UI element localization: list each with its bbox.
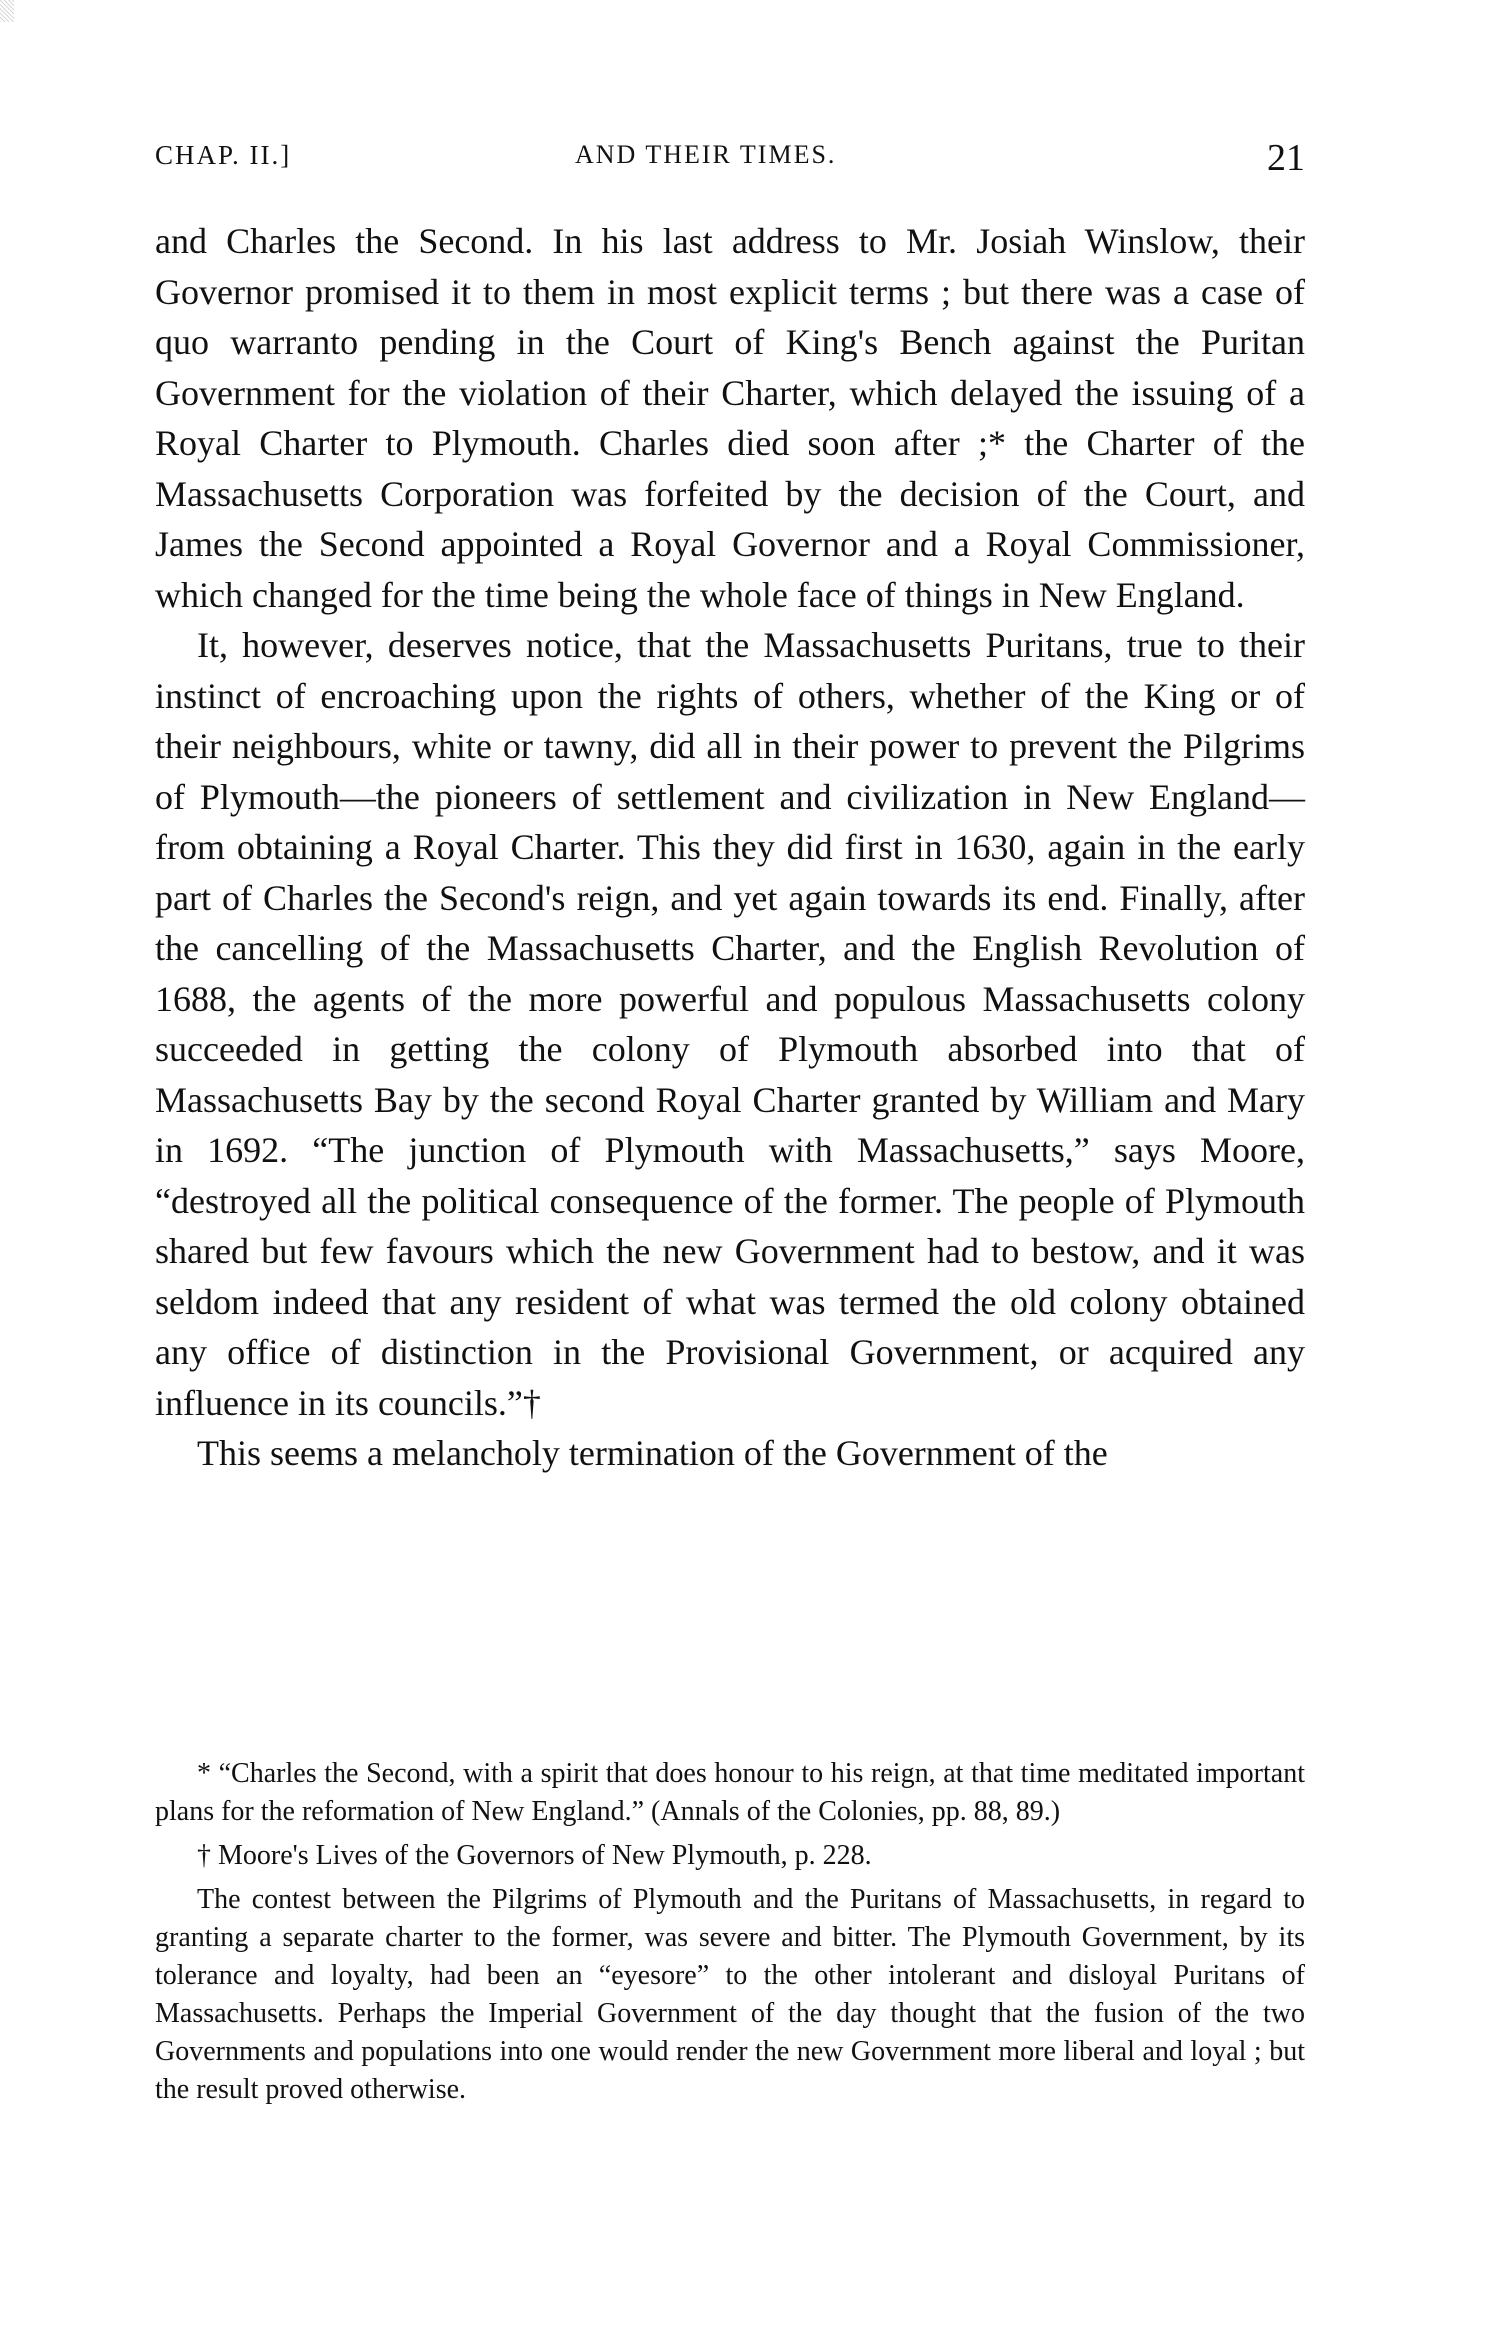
footnotes — [155, 1755, 1305, 2109]
body-text — [155, 216, 1305, 1479]
paragraph: and Charles the Second. In his last address to Mr. Josiah Winslow, their Governor promised it to them in most explicit terms ; but there was a case of quo warranto pending in the Court of King's Bench against the Puritan Government for the violation of their Charter, which delayed the issuing of a Royal Charter to Plymouth. Charles died soon after ;* the Charter of the Massachusetts Corporation was forfeited by the decision of the Court, and James the Second appointed a Royal Governor and a Royal Commissioner, which changed for the time being the whole face of things in New England. — [155, 221, 1305, 615]
chapter-label: CHAP. II.] — [155, 140, 292, 170]
footnote: † Moore's Lives of the Governors of New Plymouth, p. 228. — [197, 1840, 872, 1871]
paragraph: It, however, deserves notice, that the Massachusetts Puritans, true to their instinct of encroaching upon the rights of others, whether of the King or of their neighbours, white or tawny, did all in their power to prevent the Pilgrims of Plymouth—the pioneers of settlement and civilization in New England—from obtaining a Royal Charter. This they did first in 1630, again in the early part of Charles the Second's reign, and yet again towards its end. Finally, after the cancelling of the Massachusetts Charter, and the English Revolution of 1688, the agents of the more powerful and populous Massachusetts colony succeeded in getting the colony of Plymouth absorbed into that of Massachusetts Bay by the second Royal Charter granted by William and Mary in 1692. “The junction of Plymouth with Massachusetts,” says Moore, “destroyed all the political consequence of the former. The people of Plymouth shared but few favours which the new Government had to bestow, and it was seldom indeed that any resident of what was termed the old colony obtained any office of distinction in the Provisional Government, or acquired any influence in its councils.”† — [155, 625, 1305, 1423]
footnote-note: The contest between the Pilgrims of Plymouth and the Puritans of Massachusetts, in regard to granting a separate charter to the former, was severe and bitter. The Plymouth Government, by its tolerance and loyalty, had been an “eyesore” to the other intolerant and disloyal Puritans of Massachusetts. Perhaps the Imperial Government of the day thought that the fusion of the two Governments and populations into one would render the new Government more liberal and loyal ; but the result proved otherwise. — [155, 1884, 1305, 2105]
running-head — [155, 137, 1305, 190]
scan-corner-mark — [0, 0, 14, 22]
running-title: AND THEIR TIMES. — [575, 140, 837, 169]
paragraph: This seems a melancholy termination of the Government of the — [197, 1433, 1108, 1473]
footnote: * “Charles the Second, with a spirit that does honour to his reign, at that time meditated important plans for the reformation of New England.” (Annals of the Colonies, pp. 88, 89.) — [155, 1758, 1305, 1827]
page-number: 21 — [1267, 137, 1305, 179]
